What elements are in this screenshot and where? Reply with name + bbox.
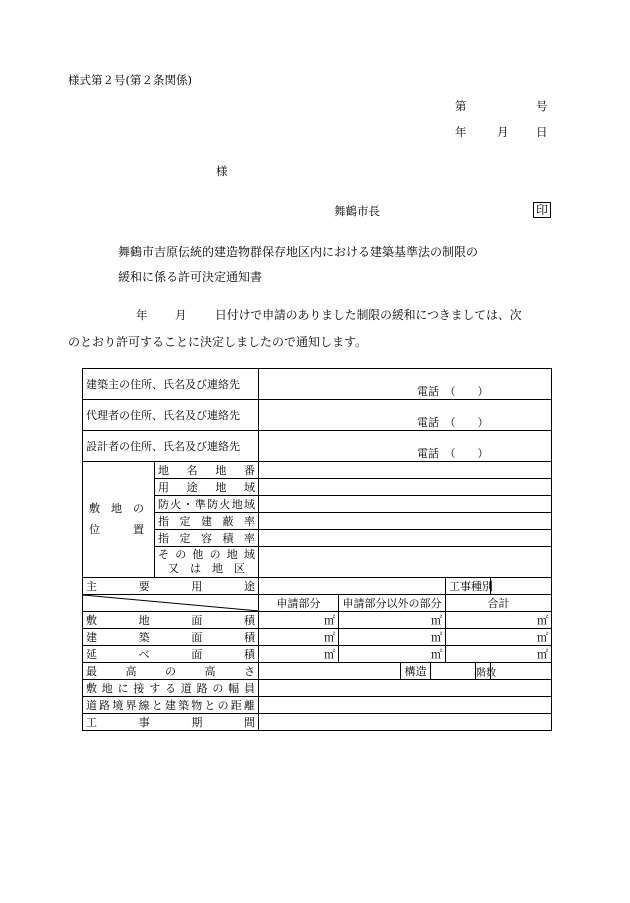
owner-row [83, 369, 552, 400]
site-other-label: そ の 他 の 地 域 又 は 地 区 [155, 547, 259, 578]
building-area-row [83, 629, 552, 646]
building-area-apply[interactable]: ㎡ [259, 629, 339, 646]
site-area-other[interactable]: ㎡ [339, 612, 446, 629]
main-use-value[interactable] [259, 578, 446, 595]
designer-label: 設計者の住所、氏名及び連絡先 [83, 431, 259, 462]
site-coverage-label: 指 定 建 蔽 率 [155, 513, 259, 530]
site-far-label: 指 定 容 積 率 [155, 530, 259, 547]
work-type-value[interactable] [491, 578, 552, 595]
work-type-label: 工事種別 [446, 578, 491, 595]
floor-area-label: 延 べ 面 積 [83, 646, 259, 663]
seal-mark: 印 [533, 202, 551, 218]
owner-label: 建築主の住所、氏名及び連絡先 [83, 369, 259, 400]
date-year: 年 [455, 125, 467, 139]
col-apply-header: 申請部分 [259, 595, 339, 612]
agent-row [83, 400, 552, 431]
site-area-label: 敷 地 面 積 [83, 612, 259, 629]
diagonal-line [83, 595, 259, 611]
floor-area-other[interactable]: ㎡ [339, 646, 446, 663]
title-line-2: 緩和に係る許可決定通知書 [118, 270, 263, 284]
agent-label: 代理者の住所、氏名及び連絡先 [83, 400, 259, 431]
site-fire-value[interactable] [259, 496, 552, 513]
body-month: 月 [175, 308, 187, 322]
site-area-total[interactable]: ㎡ [446, 612, 552, 629]
owner-phone[interactable]: 電話 （ ） [259, 369, 552, 400]
period-label: 工 事 期 間 [83, 714, 259, 731]
period-value[interactable] [259, 714, 552, 731]
site-coverage-value[interactable] [259, 513, 552, 530]
site-lot-value[interactable] [259, 462, 552, 479]
max-height-label: 最 高 の 高 さ [83, 663, 259, 680]
body-line-2: のとおり許可することに決定しましたので通知します。 [68, 335, 368, 349]
date-month: 月 [497, 125, 509, 139]
area-header-row [83, 595, 552, 612]
application-table [82, 368, 552, 731]
floors-label: 階数 [476, 663, 491, 680]
site-label-line-2: 位 置 [89, 522, 144, 536]
site-area-row [83, 612, 552, 629]
max-height-value[interactable] [259, 663, 401, 680]
site-location-label [83, 462, 155, 578]
title-line-1: 舞鶴市吉原伝統的建造物群保存地区内における建築基準法の制限の [118, 245, 479, 259]
agent-phone[interactable]: 電話 （ ） [259, 400, 552, 431]
road-distance-label: 道 路 境 界 線 と 建 築 物 と の 距 離 [83, 697, 259, 714]
main-use-label: 主 要 用 途 [83, 578, 259, 595]
floor-area-total[interactable]: ㎡ [446, 646, 552, 663]
building-area-label: 建 築 面 積 [83, 629, 259, 646]
site-far-value[interactable] [259, 530, 552, 547]
road-distance-row [83, 697, 552, 714]
diagonal-cell [83, 595, 259, 612]
road-width-label: 敷 地 に 接 す る 道 路 の 幅 員 [83, 680, 259, 697]
col-total-header: 合計 [446, 595, 552, 612]
designer-phone[interactable]: 電話 （ ） [259, 431, 552, 462]
building-area-total[interactable]: ㎡ [446, 629, 552, 646]
structure-value[interactable] [431, 663, 476, 680]
form-number: 様式第２号(第２条関係) [68, 73, 192, 87]
site-lot-label: 地 名 地 番 [155, 462, 259, 479]
main-use-row [83, 578, 552, 595]
floors-value[interactable] [491, 663, 552, 680]
body-line-1: 日付けで申請のありました制限の緩和につきましては、次 [215, 308, 522, 322]
period-row [83, 714, 552, 731]
site-area-apply[interactable]: ㎡ [259, 612, 339, 629]
site-fire-label: 防 火 ・ 準 防 火 地 域 [155, 496, 259, 513]
number-dai: 第 [455, 99, 467, 113]
road-width-value[interactable] [259, 680, 552, 697]
mayor-name: 舞鶴市長 [334, 204, 380, 218]
site-zone-value[interactable] [259, 479, 552, 496]
site-zone-label: 用 途 地 域 [155, 479, 259, 496]
designer-row [83, 431, 552, 462]
number-go: 号 [536, 99, 548, 113]
road-width-row [83, 680, 552, 697]
max-height-row [83, 663, 552, 680]
building-area-other[interactable]: ㎡ [339, 629, 446, 646]
site-label-line-1: 敷 地 の [89, 501, 144, 515]
col-other-header: 申請部分以外の部分 [339, 595, 446, 612]
road-distance-value[interactable] [259, 697, 552, 714]
floor-area-row [83, 646, 552, 663]
body-year: 年 [136, 308, 148, 322]
structure-label: 構造 [401, 663, 431, 680]
floor-area-apply[interactable]: ㎡ [259, 646, 339, 663]
site-other-value[interactable] [259, 547, 552, 578]
addressee-sama: 様 [216, 164, 228, 178]
date-day: 日 [536, 125, 548, 139]
